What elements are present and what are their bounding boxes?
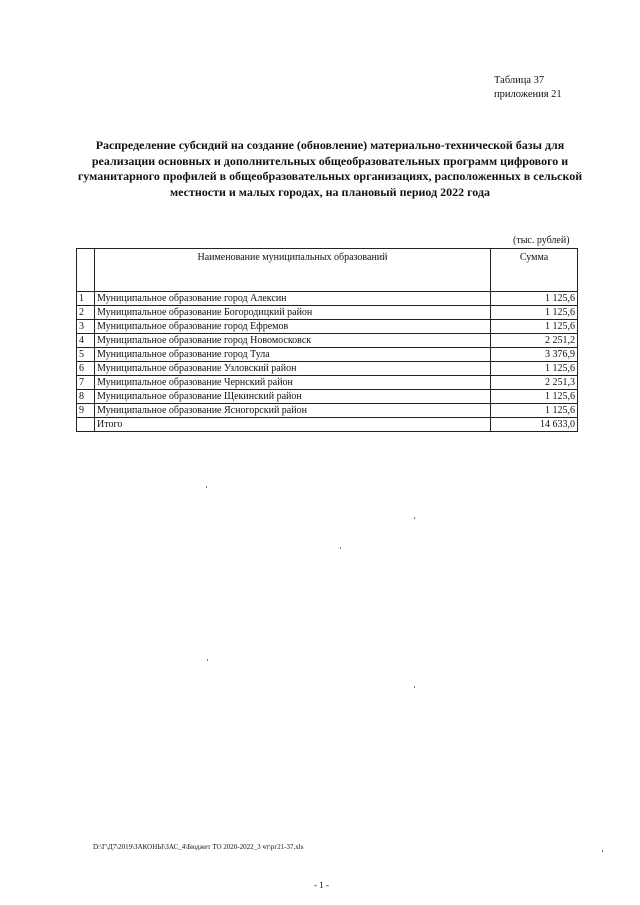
scan-speck bbox=[602, 850, 603, 852]
page-number: - 1 - bbox=[314, 880, 329, 890]
table-row bbox=[77, 320, 578, 334]
document-title: Распределение субсидий на создание (обновление) материально-технической базы для реализации основных и дополнительных общеобразовательных программ цифрового и гуманитарного профилей в общеобразовательных организациях, расположенных в сельской местности и малых городах, на плановый период 2022 года bbox=[77, 138, 583, 199]
header-sum: Сумма bbox=[491, 249, 578, 292]
table-reference bbox=[494, 74, 562, 102]
row-name: Муниципальное образование город Ефремов bbox=[95, 320, 491, 334]
units-label: (тыс. рублей) bbox=[513, 235, 570, 246]
table-row bbox=[77, 292, 578, 306]
table-row bbox=[77, 376, 578, 390]
row-sum: 1 125,6 bbox=[491, 362, 578, 376]
file-path: D:\Г\Д7\2019\ЗАКОНЫ\ЗАС_4\Бюджет ТО 2020-2022_3 чт\рг21-37.xls bbox=[93, 843, 304, 851]
row-name: Муниципальное образование Чернский район bbox=[95, 376, 491, 390]
total-row bbox=[77, 418, 578, 432]
scan-speck bbox=[340, 547, 341, 549]
row-name: Муниципальное образование Ясногорский район bbox=[95, 404, 491, 418]
scan-speck bbox=[206, 486, 207, 488]
row-sum: 2 251,3 bbox=[491, 376, 578, 390]
row-name: Муниципальное образование Богородицкий район bbox=[95, 306, 491, 320]
row-number: 7 bbox=[77, 376, 95, 390]
row-sum: 1 125,6 bbox=[491, 306, 578, 320]
table-row bbox=[77, 362, 578, 376]
row-number: 9 bbox=[77, 404, 95, 418]
header-name: Наименование муниципальных образований bbox=[95, 249, 491, 292]
row-sum: 2 251,2 bbox=[491, 334, 578, 348]
row-name: Муниципальное образование город Тула bbox=[95, 348, 491, 362]
row-sum: 1 125,6 bbox=[491, 320, 578, 334]
appendix-number: приложения 21 bbox=[494, 89, 562, 100]
row-sum: 3 376,9 bbox=[491, 348, 578, 362]
row-name: Муниципальное образование город Алексин bbox=[95, 292, 491, 306]
row-number: 1 bbox=[77, 292, 95, 306]
scan-speck bbox=[414, 686, 415, 688]
row-number: 4 bbox=[77, 334, 95, 348]
row-name: Муниципальное образование Щекинский район bbox=[95, 390, 491, 404]
table-row bbox=[77, 306, 578, 320]
row-number: 6 bbox=[77, 362, 95, 376]
row-sum: 1 125,6 bbox=[491, 404, 578, 418]
table-header-row bbox=[77, 249, 578, 292]
row-name: Муниципальное образование Узловский район bbox=[95, 362, 491, 376]
header-number bbox=[77, 249, 95, 292]
table-row bbox=[77, 390, 578, 404]
scan-speck bbox=[414, 517, 415, 519]
table-row bbox=[77, 348, 578, 362]
row-number: 3 bbox=[77, 320, 95, 334]
table-number: Таблица 37 bbox=[494, 75, 545, 86]
total-label: Итого bbox=[95, 418, 491, 432]
row-number: 5 bbox=[77, 348, 95, 362]
scan-speck bbox=[207, 659, 208, 661]
row-number: 8 bbox=[77, 390, 95, 404]
total-sum: 14 633,0 bbox=[491, 418, 578, 432]
row-name: Муниципальное образование город Новомосковск bbox=[95, 334, 491, 348]
row-sum: 1 125,6 bbox=[491, 292, 578, 306]
table-row bbox=[77, 334, 578, 348]
table-row bbox=[77, 404, 578, 418]
subsidy-table bbox=[76, 248, 578, 432]
row-sum: 1 125,6 bbox=[491, 390, 578, 404]
row-number: 2 bbox=[77, 306, 95, 320]
total-number-cell bbox=[77, 418, 95, 432]
